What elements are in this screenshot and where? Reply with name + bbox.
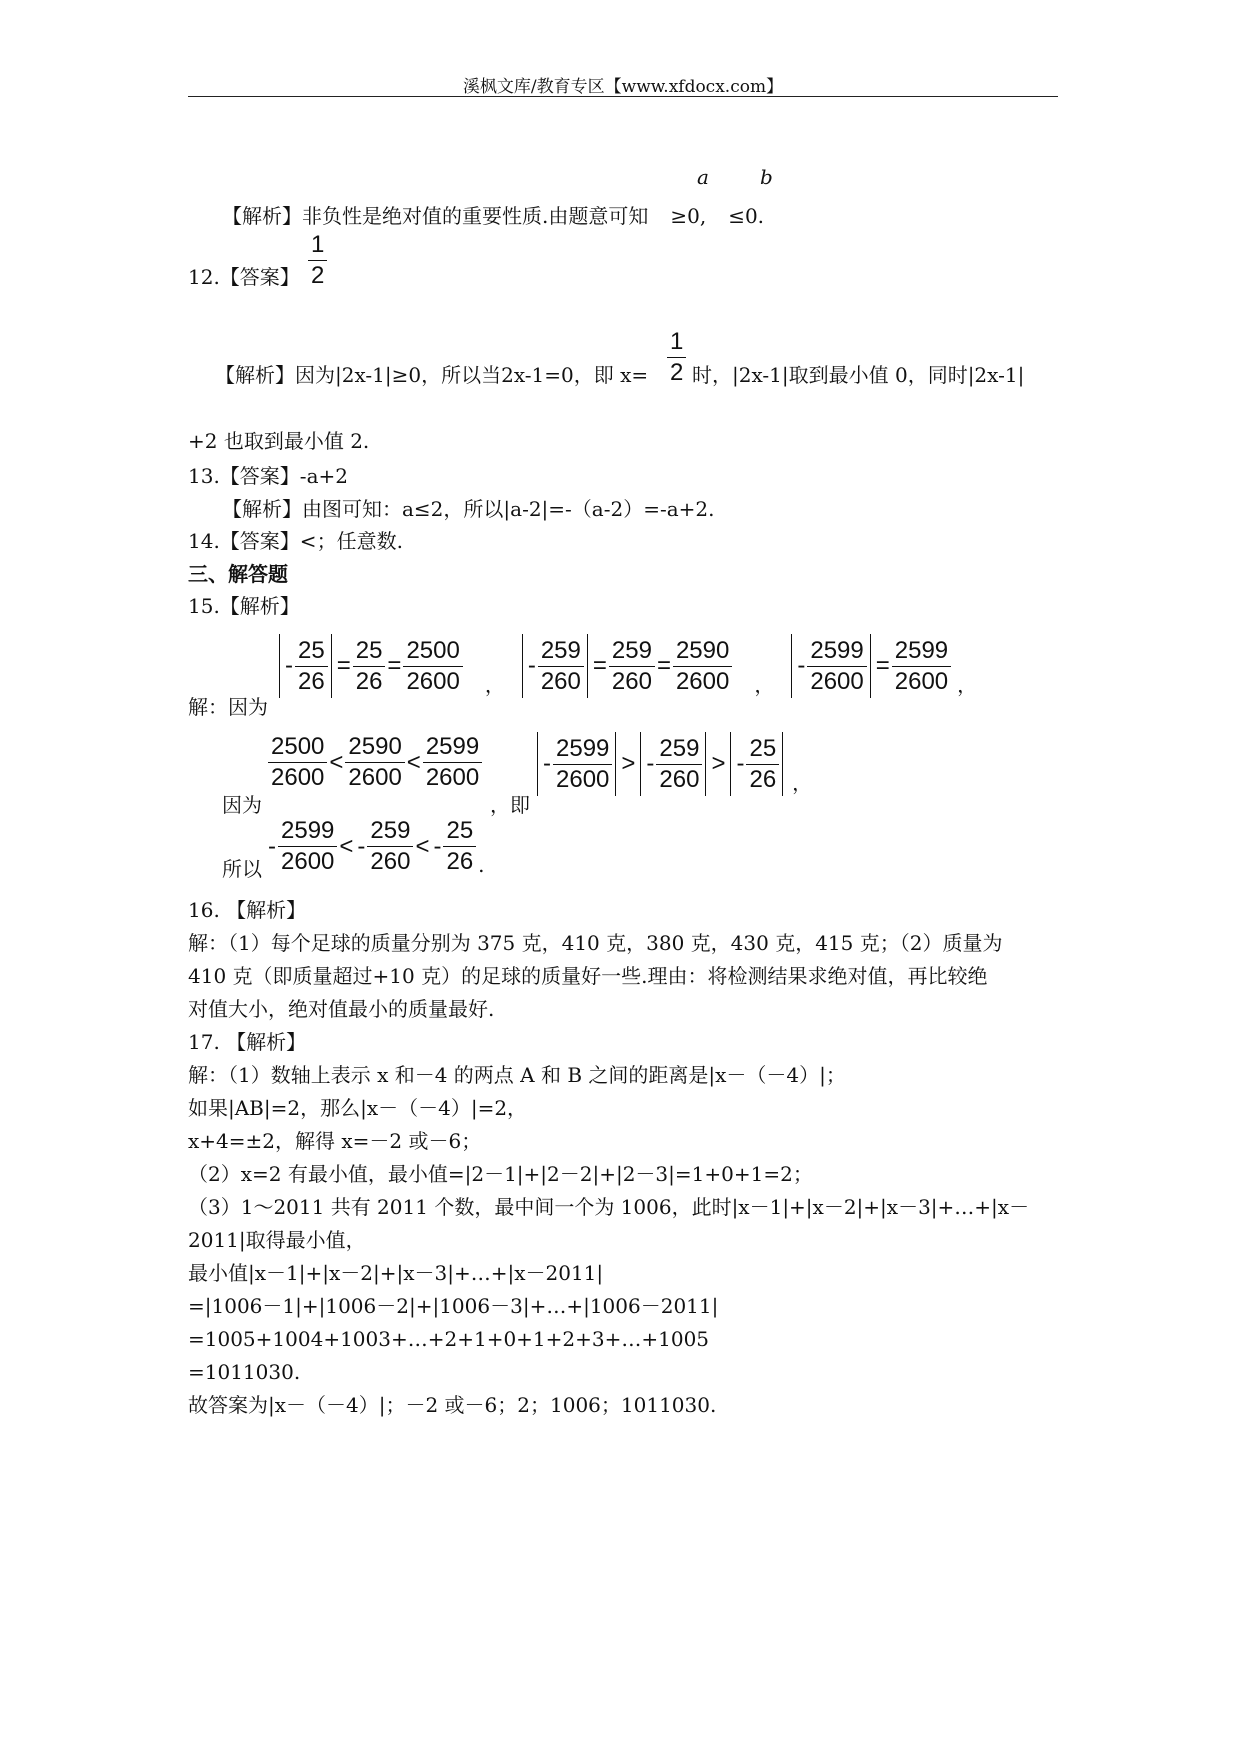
less-than-sign: < xyxy=(406,748,421,776)
abs-bar xyxy=(705,732,706,796)
fraction-numerator: 259 xyxy=(611,636,652,664)
abs-bar xyxy=(587,634,588,698)
equals-sign: = xyxy=(387,652,402,679)
fraction xyxy=(367,816,413,877)
q12-jiexi-after: 时，|2x-1|取到最小值 0，同时|2x-1| xyxy=(692,363,1025,387)
fraction-numerator: 2599 xyxy=(556,734,610,762)
abs-bar xyxy=(331,634,332,698)
q15-line2-math-right xyxy=(534,732,812,796)
fraction xyxy=(295,636,328,697)
fraction-denominator: 260 xyxy=(367,846,413,877)
q12-jiexi-before: 【解析】因为|2x-1|≥0，所以当2x-1=0，即 x= xyxy=(215,363,649,387)
q14-answer: 14.【答案】<；任意数. xyxy=(188,529,403,553)
abs-bar xyxy=(279,634,280,698)
abs-bar xyxy=(870,634,871,698)
section-title: 三、解答题 xyxy=(188,562,288,586)
fraction xyxy=(345,732,404,793)
q11-ge0: ≥0, xyxy=(670,204,707,228)
q16-label: 16. 【解析】 xyxy=(188,898,307,922)
q16-line: 解：（1）每个足球的质量分别为 375 克，410 克，380 克，430 克，415 克；（2）质量为 xyxy=(188,931,1003,955)
q15-line1-math xyxy=(276,634,977,698)
equals-sign: = xyxy=(592,652,607,679)
fraction-denominator: 260 xyxy=(609,666,655,697)
q17-line: x+4=±2，解得 x=－2 或－6； xyxy=(188,1129,482,1153)
abs-bar xyxy=(730,732,731,796)
fraction-numerator: 2599 xyxy=(894,636,949,664)
abs-bar xyxy=(537,732,538,796)
q17-label: 17. 【解析】 xyxy=(188,1030,307,1054)
fraction-numerator: 1 xyxy=(670,328,684,355)
fraction-numerator: 2590 xyxy=(675,636,730,664)
fraction xyxy=(278,816,337,877)
less-than-sign: < xyxy=(339,832,354,860)
minus-sign: - xyxy=(357,832,366,860)
fraction xyxy=(667,327,686,388)
minus-sign: - xyxy=(285,652,293,679)
fraction-denominator: 2600 xyxy=(673,666,732,697)
greater-than-sign: > xyxy=(711,750,726,777)
fraction xyxy=(308,230,327,291)
fraction-numerator: 2500 xyxy=(406,636,460,664)
fraction-denominator: 26 xyxy=(353,666,386,697)
fraction xyxy=(423,732,482,793)
fraction-denominator: 2600 xyxy=(423,762,482,793)
fraction-denominator: 260 xyxy=(656,764,702,795)
q12-jiexi-fraction xyxy=(667,327,686,388)
less-than-sign: < xyxy=(329,748,344,776)
q11-le0: ≤0. xyxy=(728,204,765,228)
fraction-denominator: 26 xyxy=(746,764,779,795)
comma: ， xyxy=(792,771,813,795)
fraction-denominator: 2600 xyxy=(403,666,462,697)
q15-line3-math xyxy=(266,816,485,877)
fraction-denominator: 260 xyxy=(538,666,584,697)
fraction-numerator: 25 xyxy=(749,734,777,762)
fraction-numerator: 259 xyxy=(659,734,700,762)
q17-line: 解：（1）数轴上表示 x 和－4 的两点 A 和 B 之间的距离是|x－（－4）|； xyxy=(188,1063,846,1087)
fraction-numerator: 2599 xyxy=(281,817,335,844)
q11-jiexi-text: 【解析】非负性是绝对值的重要性质.由题意可知 xyxy=(222,204,649,228)
q17-line: =|1006－1|+|1006－2|+|1006－3|+…+|1006－2011| xyxy=(188,1294,719,1318)
period: . xyxy=(478,853,485,877)
fraction-denominator: 2600 xyxy=(553,764,612,795)
q15-line3-prefix: 所以 xyxy=(222,857,262,881)
fraction-numerator: 25 xyxy=(298,636,325,664)
q17-line: 2011|取得最小值， xyxy=(188,1228,366,1252)
equals-sign: = xyxy=(336,652,351,679)
fraction-numerator: 2599 xyxy=(425,733,480,760)
q17-line: （2）x=2 有最小值，最小值=|2－1|+|2－2|+|2－3|=1+0+1=2； xyxy=(188,1162,813,1186)
q17-line: 如果|AB|=2，那么|x－（－4）|=2， xyxy=(188,1096,528,1120)
q11-jiexi xyxy=(222,203,764,229)
fraction xyxy=(807,636,866,697)
abs-bar xyxy=(791,634,792,698)
equals-sign: = xyxy=(656,652,671,679)
fraction xyxy=(353,636,386,697)
fraction xyxy=(268,732,327,793)
q17-line: （3）1～2011 共有 2011 个数，最中间一个为 1006，此时|x－1|+|x－2|+|x－3|+…+|x－ xyxy=(188,1195,1030,1219)
fraction-numerator: 25 xyxy=(446,817,474,844)
minus-sign: - xyxy=(736,750,745,777)
q17-line: =1005+1004+1003+…+2+1+0+1+2+3+…+1005 xyxy=(188,1327,710,1351)
fraction xyxy=(538,636,584,697)
fraction-denominator: 26 xyxy=(295,666,328,697)
fraction-denominator: 2 xyxy=(308,260,327,291)
q12-answer-label: 12.【答案】 xyxy=(188,265,300,289)
fraction-denominator: 2 xyxy=(667,357,686,388)
minus-sign: - xyxy=(433,832,442,860)
abs-bar xyxy=(615,732,616,796)
minus-sign: - xyxy=(527,652,536,679)
q16-line: 410 克（即质量超过+10 克）的足球的质量好一些.理由：将检测结果求绝对值，再比较绝 xyxy=(188,964,988,988)
variable-b: b xyxy=(760,165,773,189)
header-rule xyxy=(188,96,1058,97)
fraction-numerator: 2500 xyxy=(271,733,325,760)
minus-sign: - xyxy=(797,652,806,679)
equals-sign: = xyxy=(875,652,890,679)
fraction-numerator: 2590 xyxy=(348,733,402,760)
q13-answer: 13.【答案】-a+2 xyxy=(188,464,348,488)
fraction-denominator: 2600 xyxy=(345,762,404,793)
fraction-numerator: 259 xyxy=(370,817,411,844)
q12-jiexi-line2: +2 也取到最小值 2. xyxy=(188,429,370,453)
fraction xyxy=(403,636,462,697)
fraction xyxy=(746,734,779,795)
q15-line2-math-left xyxy=(268,732,482,793)
abs-bar xyxy=(522,634,523,698)
q12-answer-fraction xyxy=(308,230,327,291)
fraction-denominator: 2600 xyxy=(268,762,327,793)
fraction-numerator: 2599 xyxy=(810,636,864,664)
q17-line: 最小值|x－1|+|x－2|+|x－3|+…+|x－2011| xyxy=(188,1261,604,1285)
less-than-sign: < xyxy=(415,832,430,860)
fraction-denominator: 2600 xyxy=(278,846,337,877)
q13-jiexi: 【解析】由图可知：a≤2，所以|a-2|=-（a-2）=-a+2. xyxy=(222,497,715,521)
minus-sign: - xyxy=(268,832,276,860)
q15-line2-prefix: 因为 xyxy=(222,793,262,817)
minus-sign: - xyxy=(646,750,655,777)
page-header: 溪枫文库/教育专区【www.xfdocx.com】 xyxy=(462,77,784,97)
greater-than-sign: > xyxy=(621,750,636,777)
fraction xyxy=(656,734,702,795)
comma: ， xyxy=(754,673,775,697)
fraction xyxy=(609,636,655,697)
abs-bar xyxy=(640,732,641,796)
q15-label: 15.【解析】 xyxy=(188,594,300,618)
abs-bar xyxy=(782,732,783,796)
fraction xyxy=(553,734,612,795)
q17-line: 故答案为|x－（－4）|；－2 或－6；2；1006；1011030. xyxy=(188,1393,717,1417)
fraction-numerator: 259 xyxy=(540,636,581,664)
fraction-denominator: 2600 xyxy=(807,666,866,697)
comma: ， xyxy=(484,673,505,697)
fraction xyxy=(443,816,476,877)
variable-a: a xyxy=(697,165,709,189)
fraction xyxy=(892,636,951,697)
minus-sign: - xyxy=(543,750,551,777)
fraction-numerator: 1 xyxy=(311,231,325,258)
fraction-denominator: 26 xyxy=(443,846,476,877)
comma: ， xyxy=(957,673,978,697)
q15-line2-mid: ，即 xyxy=(490,793,530,817)
q16-line: 对值大小，绝对值最小的质量最好. xyxy=(188,997,495,1021)
fraction-numerator: 25 xyxy=(355,636,383,664)
fraction xyxy=(673,636,732,697)
q17-line: =1011030. xyxy=(188,1360,301,1384)
fraction-denominator: 2600 xyxy=(892,666,951,697)
q15-line1-prefix: 解：因为 xyxy=(188,695,268,719)
